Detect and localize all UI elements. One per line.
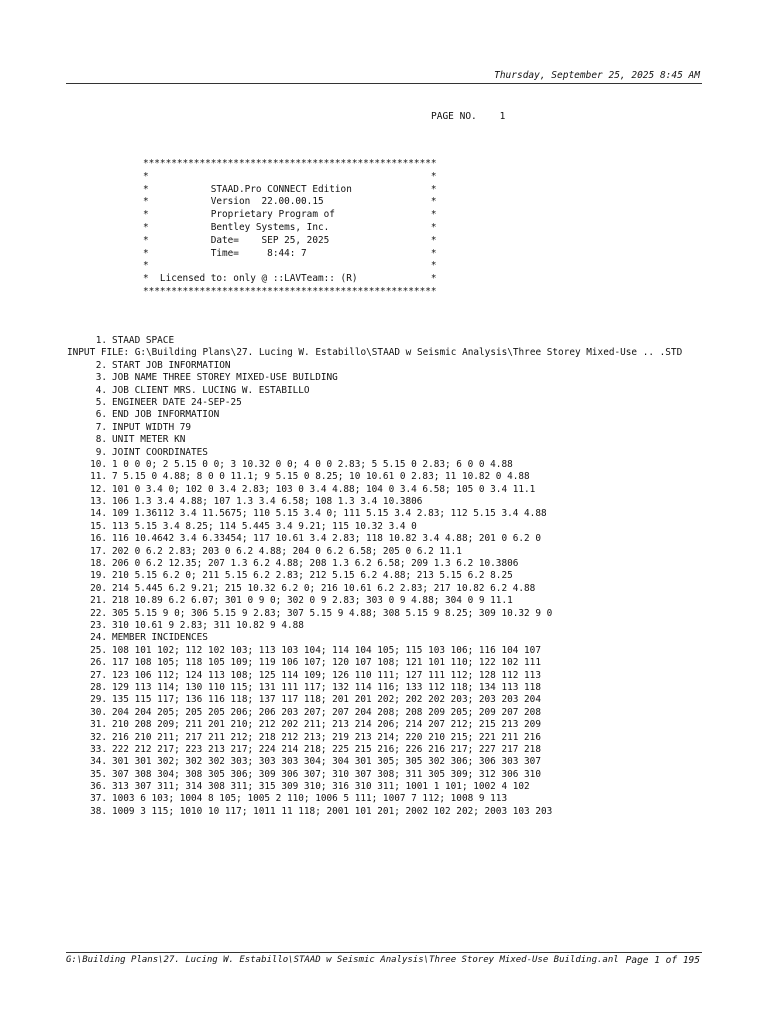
line-text: START JOB INFORMATION xyxy=(112,359,231,371)
line-number: 30. xyxy=(90,706,107,718)
banner-line: * Proprietary Program of * xyxy=(143,209,437,221)
line-number: 3. xyxy=(95,372,107,384)
footer-divider xyxy=(66,952,702,953)
line-text: 101 0 3.4 0; 102 0 3.4 2.83; 103 0 3.4 4.88; 104 0 3.4 6.58; 105 0 3.4 11.1 xyxy=(112,483,536,495)
listing-line xyxy=(67,806,682,818)
line-number: 29. xyxy=(90,694,107,706)
listing-line xyxy=(67,533,682,545)
line-text: 301 301 302; 302 302 303; 303 303 304; 304 301 305; 305 302 306; 306 303 307 xyxy=(112,756,541,768)
line-number: 15. xyxy=(90,520,107,532)
line-number: 13. xyxy=(90,496,107,508)
line-number: 2. xyxy=(95,359,107,371)
line-number: 4. xyxy=(95,384,107,396)
listing-line xyxy=(67,682,682,694)
line-text: 106 1.3 3.4 4.88; 107 1.3 3.4 6.58; 108 1.3 3.4 10.3806 xyxy=(112,496,423,508)
line-number: 11. xyxy=(90,471,107,483)
listing-line xyxy=(67,422,682,434)
line-number: 24. xyxy=(90,632,107,644)
line-text: 123 106 112; 124 113 108; 125 114 109; 126 110 111; 127 111 112; 128 112 113 xyxy=(112,669,541,681)
line-text: ENGINEER DATE 24-SEP-25 xyxy=(112,396,242,408)
footer-page-count: Page 1 of 195 xyxy=(625,955,700,966)
line-number: 34. xyxy=(90,756,107,768)
banner-line: **************************************************** xyxy=(143,158,437,169)
banner-line: * Date= SEP 25, 2025 * xyxy=(143,234,437,246)
line-text: 216 210 211; 217 211 212; 218 212 213; 219 213 214; 220 210 215; 221 211 216 xyxy=(112,731,541,743)
listing-line xyxy=(67,595,682,607)
listing-line xyxy=(67,347,682,359)
listing-line xyxy=(67,397,682,409)
line-number: 8. xyxy=(95,434,107,446)
line-text: STAAD SPACE xyxy=(112,335,175,346)
listing-line xyxy=(67,385,682,397)
line-number: 36. xyxy=(90,781,107,793)
listing-line xyxy=(67,335,682,347)
line-text: 117 108 105; 118 105 109; 119 106 107; 120 107 108; 121 101 110; 122 102 111 xyxy=(112,657,541,669)
listing-line xyxy=(67,372,682,384)
line-text: 7 5.15 0 4.88; 8 0 0 11.1; 9 5.15 0 8.25; 10 10.61 0 2.83; 11 10.82 0 4.88 xyxy=(112,471,530,483)
listing-line xyxy=(67,670,682,682)
line-number: 38. xyxy=(90,805,107,817)
input-file-line: INPUT FILE: G:\Building Plans\27. Lucing W. Estabillo\STAAD w Seismic Analysis\Three Storey Mixed-Use .. .STD xyxy=(67,347,683,359)
line-number: 12. xyxy=(90,483,107,495)
line-number: 37. xyxy=(90,793,107,805)
line-number: 19. xyxy=(90,570,107,582)
line-text: 1009 3 115; 1010 10 117; 1011 11 118; 2001 101 201; 2002 102 202; 2003 103 203 xyxy=(112,805,553,817)
listing-line xyxy=(67,508,682,520)
listing-line xyxy=(67,707,682,719)
listing-line xyxy=(67,583,682,595)
line-number: 10. xyxy=(90,458,107,470)
line-text: 305 5.15 9 0; 306 5.15 9 2.83; 307 5.15 9 4.88; 308 5.15 9 8.25; 309 10.32 9 0 xyxy=(112,607,553,619)
line-number: 20. xyxy=(90,582,107,594)
listing-line xyxy=(67,694,682,706)
input-listing xyxy=(67,335,682,818)
line-text: 210 208 209; 211 201 210; 212 202 211; 213 214 206; 214 207 212; 215 213 209 xyxy=(112,719,541,731)
listing-line xyxy=(67,447,682,459)
line-text: 116 10.4642 3.4 6.33454; 117 10.61 3.4 2.83; 118 10.82 3.4 4.88; 201 0 6.2 0 xyxy=(112,533,541,545)
line-text: 214 5.445 6.2 9.21; 215 10.32 6.2 0; 216 10.61 6.2 2.83; 217 10.82 6.2 4.88 xyxy=(112,582,536,594)
listing-line xyxy=(67,781,682,793)
line-number: 25. xyxy=(90,644,107,656)
line-number: 27. xyxy=(90,669,107,681)
line-text: 206 0 6.2 12.35; 207 1.3 6.2 4.88; 208 1.3 6.2 6.58; 209 1.3 6.2 10.3806 xyxy=(112,558,519,570)
banner-line: * STAAD.Pro CONNECT Edition * xyxy=(143,183,437,195)
listing-line xyxy=(67,459,682,471)
listing-line xyxy=(67,484,682,496)
line-number: 1. xyxy=(95,335,107,346)
line-text: 109 1.36112 3.4 11.5675; 110 5.15 3.4 0; 111 5.15 3.4 2.83; 112 5.15 3.4 4.88 xyxy=(112,508,547,520)
line-text: 1 0 0 0; 2 5.15 0 0; 3 10.32 0 0; 4 0 0 2.83; 5 5.15 0 2.83; 6 0 0 4.88 xyxy=(112,458,513,470)
line-number: 21. xyxy=(90,595,107,607)
line-number: 9. xyxy=(95,446,107,458)
banner-line: * * xyxy=(143,170,437,182)
line-number: 17. xyxy=(90,545,107,557)
line-text: MEMBER INCIDENCES xyxy=(112,632,208,644)
line-number: 18. xyxy=(90,558,107,570)
line-text: JOB CLIENT MRS. LUCING W. ESTABILLO xyxy=(112,384,310,396)
listing-line xyxy=(67,632,682,644)
line-text: 1003 6 103; 1004 8 105; 1005 2 110; 1006 5 111; 1007 7 112; 1008 9 113 xyxy=(112,793,508,805)
listing-line xyxy=(67,719,682,731)
line-number: 14. xyxy=(90,508,107,520)
listing-line xyxy=(67,793,682,805)
line-number: 23. xyxy=(90,619,107,631)
line-text: 210 5.15 6.2 0; 211 5.15 6.2 2.83; 212 5.15 6.2 4.88; 213 5.15 6.2 8.25 xyxy=(112,570,513,582)
line-number: 35. xyxy=(90,768,107,780)
listing-line xyxy=(67,620,682,632)
line-number: 32. xyxy=(90,731,107,743)
listing-line xyxy=(67,756,682,768)
line-text: 218 10.89 6.2 6.07; 301 0 9 0; 302 0 9 2.83; 303 0 9 4.88; 304 0 9 11.1 xyxy=(112,595,513,607)
line-text: END JOB INFORMATION xyxy=(112,409,220,421)
line-number: 33. xyxy=(90,743,107,755)
listing-line xyxy=(67,558,682,570)
listing-line xyxy=(67,496,682,508)
line-text: INPUT WIDTH 79 xyxy=(112,421,192,433)
listing-line xyxy=(67,608,682,620)
page-number: PAGE NO. 1 xyxy=(431,111,506,122)
banner-line: **************************************************** xyxy=(143,285,437,297)
line-text: 204 204 205; 205 205 206; 206 203 207; 207 204 208; 208 209 205; 209 207 208 xyxy=(112,706,541,718)
listing-line xyxy=(67,434,682,446)
banner-line: * Licensed to: only @ ::LAVTeam:: (R) * xyxy=(143,273,437,285)
line-text: UNIT METER KN xyxy=(112,434,186,446)
line-text: 313 307 311; 314 308 311; 315 309 310; 316 310 311; 1001 1 101; 1002 4 102 xyxy=(112,781,530,793)
listing-line xyxy=(67,409,682,421)
banner-line: * Bentley Systems, Inc. * xyxy=(143,221,437,233)
line-text: 135 115 117; 136 116 118; 137 117 118; 201 201 202; 202 202 203; 203 203 204 xyxy=(112,694,541,706)
listing-line xyxy=(67,360,682,372)
line-text: JOB NAME THREE STOREY MIXED-USE BUILDING xyxy=(112,372,338,384)
line-number: 7. xyxy=(95,421,107,433)
header-divider xyxy=(66,83,702,84)
listing-line xyxy=(67,471,682,483)
line-text: 113 5.15 3.4 8.25; 114 5.445 3.4 9.21; 115 10.32 3.4 0 xyxy=(112,520,417,532)
footer-file-path: G:\Building Plans\27. Lucing W. Estabillo\STAAD w Seismic Analysis\Three Storey Mixed-Use Building.anl xyxy=(66,955,619,965)
banner-line: * * xyxy=(143,260,437,272)
line-text: 129 113 114; 130 110 115; 131 111 117; 132 114 116; 133 112 118; 134 113 118 xyxy=(112,681,541,693)
line-number: 5. xyxy=(95,396,107,408)
banner-line: * Time= 8:44: 7 * xyxy=(143,247,437,259)
line-text: 202 0 6.2 2.83; 203 0 6.2 4.88; 204 0 6.2 6.58; 205 0 6.2 11.1 xyxy=(112,545,462,557)
line-number: 26. xyxy=(90,657,107,669)
line-text: 307 308 304; 308 305 306; 309 306 307; 310 307 308; 311 305 309; 312 306 310 xyxy=(112,768,541,780)
listing-line xyxy=(67,546,682,558)
line-text: 108 101 102; 112 102 103; 113 103 104; 114 104 105; 115 103 106; 116 104 107 xyxy=(112,644,541,656)
line-text: 222 212 217; 223 213 217; 224 214 218; 225 215 216; 226 216 217; 227 217 218 xyxy=(112,743,541,755)
line-number: 31. xyxy=(90,719,107,731)
line-text: JOINT COORDINATES xyxy=(112,446,208,458)
listing-line xyxy=(67,657,682,669)
line-text: 310 10.61 9 2.83; 311 10.82 9 4.88 xyxy=(112,619,304,631)
listing-line xyxy=(67,645,682,657)
staad-banner xyxy=(143,158,437,299)
line-number: 22. xyxy=(90,607,107,619)
line-number: 28. xyxy=(90,681,107,693)
listing-line xyxy=(67,521,682,533)
listing-line xyxy=(67,744,682,756)
line-number: 6. xyxy=(95,409,107,421)
listing-line xyxy=(67,769,682,781)
line-number: 16. xyxy=(90,533,107,545)
listing-line xyxy=(67,570,682,582)
banner-line: * Version 22.00.00.15 * xyxy=(143,196,437,208)
listing-line xyxy=(67,732,682,744)
header-date: Thursday, September 25, 2025 8:45 AM xyxy=(494,70,700,81)
